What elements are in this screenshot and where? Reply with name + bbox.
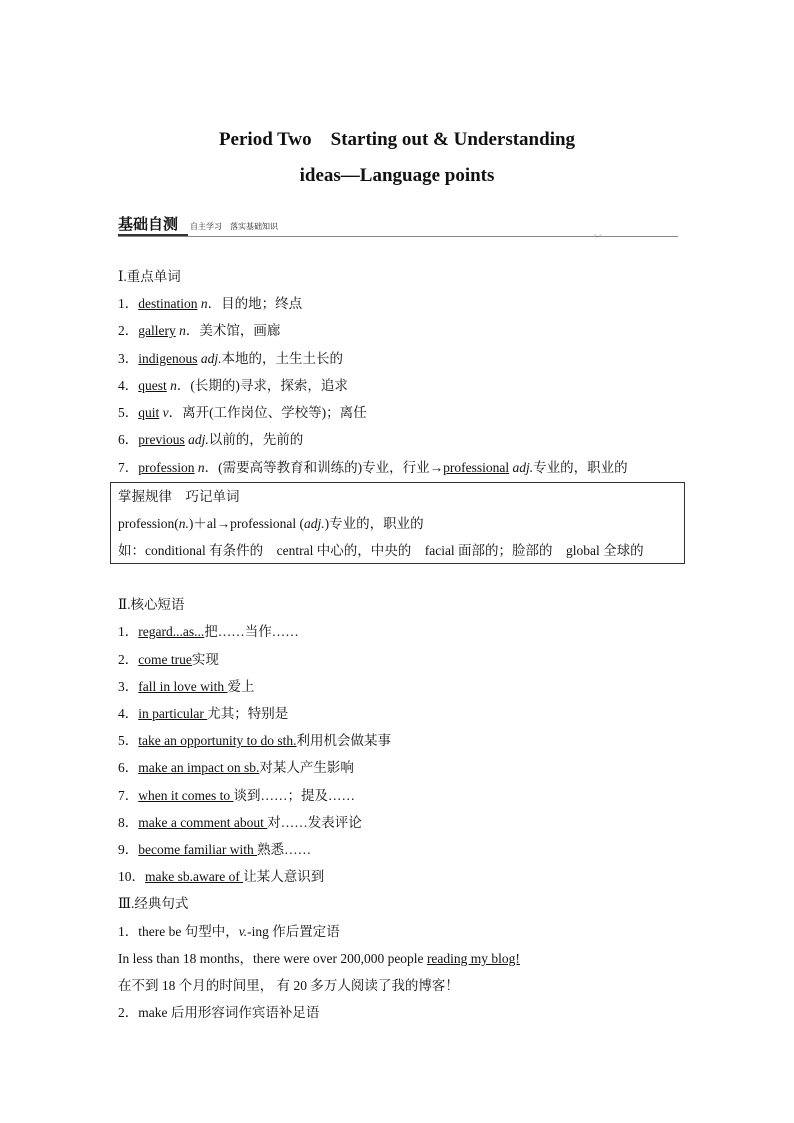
vocab-word: destination xyxy=(138,296,198,311)
phrase-text: become familiar with xyxy=(138,842,258,857)
vocab-item: 3．indigenous adj.本地的，土生土长的 xyxy=(118,351,344,366)
phrase-text: when it comes to xyxy=(138,788,234,803)
phrase-item: 3．fall in love with 爱上 xyxy=(118,679,255,694)
vocab-derived-word: professional xyxy=(443,460,510,475)
phrase-item: 9．become familiar with 熟悉…… xyxy=(118,842,312,857)
vocab-word: previous xyxy=(138,432,185,447)
page-title-line1: Period Two Starting out & Understanding xyxy=(218,129,576,150)
phrase-text: come true xyxy=(138,652,192,667)
vocab-item: 6．previous adj.以前的，先前的 xyxy=(118,432,304,447)
phrase-text: take an opportunity to do sth. xyxy=(138,733,297,748)
sentence-pattern-1: 1．there be 句型中，v.-ing 作后置定语 xyxy=(118,924,340,939)
phrase-item: 7．when it comes to 谈到……；提及…… xyxy=(118,788,355,803)
vocab-item: 5．quit v．离开(工作岗位、学校等)；离任 xyxy=(118,405,367,420)
page-title-line2: ideas—Language points xyxy=(299,165,495,186)
divider-notch-icon: ﹀ xyxy=(594,234,602,243)
phrase-item: 4．in particular 尤其；特别是 xyxy=(118,706,289,721)
example-translation: 在不到 18 个月的时间里， 有 20 多万人阅读了我的博客！ xyxy=(118,978,459,993)
section-header-title: 基础自测 xyxy=(118,215,179,233)
vocab-item: 7．profession n．(需要高等教育和训练的)专业，行业→professional adj.专业的，职业的 xyxy=(118,460,628,475)
tip-rule: profession(n.)＋al→professional (adj.)专业的，职业的 xyxy=(118,516,424,531)
tip-examples: 如：conditional 有条件的 central 中心的，中央的 facial 面部的；脸部的 global 全球的 xyxy=(118,543,644,558)
vocab-item: 1．destination n．目的地；终点 xyxy=(118,296,303,311)
example-highlight: reading my blog! xyxy=(426,951,520,966)
sentence-pattern-2: 2．make 后用形容词作宾语补足语 xyxy=(118,1005,320,1020)
phrase-text: regard...as... xyxy=(138,624,205,639)
vocab-item: 4．quest n．(长期的)寻求，探索，追求 xyxy=(118,378,348,393)
phrase-item: 10．make sb.aware of 让某人意识到 xyxy=(118,869,325,884)
phrase-text: make sb.aware of xyxy=(145,869,244,884)
phrase-text: make an impact on sb. xyxy=(138,760,260,775)
example-sentence: In less than 18 months，there were over 200,000 people reading my blog! xyxy=(118,951,520,966)
memory-tip-box xyxy=(110,482,685,564)
section-header-subtitle: 自主学习 落实基础知识 xyxy=(190,222,278,231)
tip-heading: 掌握规律 巧记单词 xyxy=(118,489,240,504)
part2-heading: Ⅱ.核心短语 xyxy=(118,597,185,612)
vocab-item: 2．gallery n．美术馆，画廊 xyxy=(118,323,281,338)
phrase-text: in particular xyxy=(138,706,208,721)
part1-heading: Ⅰ.重点单词 xyxy=(118,269,181,284)
phrase-item: 6．make an impact on sb.对某人产生影响 xyxy=(118,760,354,775)
vocab-word: gallery xyxy=(138,323,176,338)
phrase-text: fall in love with xyxy=(138,679,228,694)
vocab-word: quest xyxy=(138,378,167,393)
phrase-item: 1．regard...as...把……当作…… xyxy=(118,624,299,639)
phrase-item: 5．take an opportunity to do sth.利用机会做某事 xyxy=(118,733,391,748)
vocab-word: profession xyxy=(138,460,195,475)
section-header xyxy=(118,213,678,243)
phrase-item: 2．come true实现 xyxy=(118,652,219,667)
phrase-item: 8．make a comment about 对……发表评论 xyxy=(118,815,362,830)
phrase-text: make a comment about xyxy=(138,815,268,830)
vocab-word: indigenous xyxy=(138,351,198,366)
vocab-word: quit xyxy=(138,405,160,420)
part3-heading: Ⅲ.经典句式 xyxy=(118,896,189,911)
